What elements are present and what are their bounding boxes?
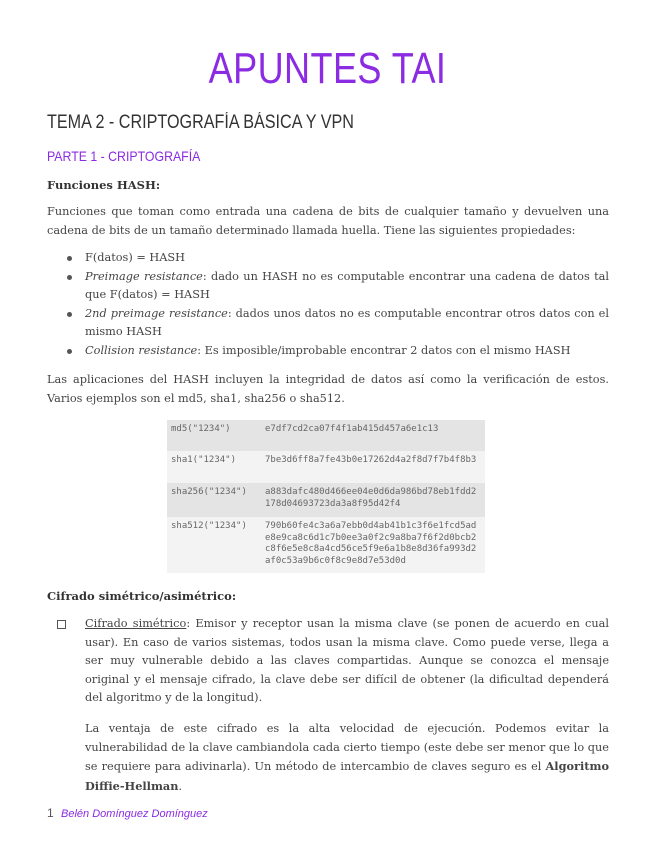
hash-heading: Funciones HASH: <box>47 178 161 192</box>
property-term: Collision resistance <box>85 343 198 357</box>
document-title: APUNTES TAI <box>208 44 447 93</box>
bullet-icon <box>67 256 72 261</box>
hash-value-cell: 7be3d6ff8a7fe43b0e17262d4a2f8d7f7b4f8b3 <box>261 451 485 483</box>
list-item <box>47 249 609 268</box>
footer-author: Belén Domínguez Domínguez <box>61 808 208 820</box>
page-footer <box>47 806 208 820</box>
table-row <box>167 451 485 483</box>
hash-function-cell: sha512("1234") <box>167 517 261 573</box>
hash-value-cell: 790b60fe4c3a6a7ebb0d4ab41b1c3f6e1fcd5ade8e9ca8c6d1c7b0ee3a0f2c9a8ba7f6f2d0bcb2c8f6e5e8c8a4cd56ce5f9e6a1b8e8d36fa993d2af0c53a9b6c0f8c9e8d7e53d0d <box>261 517 485 573</box>
property-term: 2nd preimage resistance <box>85 306 228 320</box>
hash-examples-table <box>167 420 485 573</box>
page-number: 1 <box>47 806 54 820</box>
hash-function-cell: md5("1234") <box>167 420 261 451</box>
property-text: : dado un HASH no es computable encontrar una cadena de datos tal que F(datos) = HASH <box>85 269 609 301</box>
properties-list <box>47 249 609 360</box>
hash-applications-paragraph: Las aplicaciones del HASH incluyen la integridad de datos así como la verificación de estos. Varios ejemplos son el md5, sha1, sha256 o sha512. <box>47 373 609 405</box>
checkbox-icon <box>57 620 66 629</box>
hash-value-cell: e7df7cd2ca07f4f1ab415d457a6e1c13 <box>261 420 485 451</box>
hash-intro-paragraph: Funciones que toman como entrada una cadena de bits de cualquier tamaño y devuelven una cadena de bits de un tamaño determinado llamada huella. Tiene las siguientes propiedades: <box>47 205 609 237</box>
property-term: Preimage resistance <box>85 269 203 283</box>
symmetric-heading: Cifrado simétrico/asimétrico: <box>47 589 237 603</box>
subsection-title: PARTE 1 - CRIPTOGRAFÍA <box>47 148 201 164</box>
symmetric-cipher-term: Cifrado simétrico <box>85 617 187 630</box>
property-text: : Es imposible/improbable encontrar 2 datos con el mismo HASH <box>197 343 571 357</box>
advantage-text: La ventaja de este cifrado es la alta velocidad de ejecución. Podemos evitar la vulnerabilidad de la clave cambiandola cada cierto tiempo (este debe ser menor que lo que se requiere para adivinarla). Un método de intercambio de claves seguro es el <box>85 722 609 773</box>
property-text: : dados unos datos no es computable encontrar otros datos con el mismo HASH <box>85 306 609 338</box>
list-item <box>47 305 609 342</box>
hash-value-cell: a883dafc480d466ee04e0d6da986bd78eb1fdd2178d04693723da3a8f95d42f4 <box>261 483 485 517</box>
list-item <box>47 342 609 361</box>
symmetric-advantage-paragraph <box>85 720 609 796</box>
table-row <box>167 483 485 517</box>
hash-function-cell: sha256("1234") <box>167 483 261 517</box>
property-text: F(datos) = HASH <box>85 251 186 264</box>
list-item <box>47 268 609 305</box>
bullet-icon <box>67 349 72 354</box>
section-title: TEMA 2 - CRIPTOGRAFÍA BÁSICA Y VPN <box>47 112 354 133</box>
symmetric-cipher-text <box>47 615 609 708</box>
table-row <box>167 517 485 573</box>
bullet-icon <box>67 312 72 317</box>
bullet-icon <box>67 275 72 280</box>
symmetric-cipher-item <box>47 615 609 708</box>
table-row <box>167 420 485 451</box>
advantage-end: . <box>178 779 183 793</box>
diffie-hellman-term: Algoritmo Diffie-Hellman <box>85 759 609 793</box>
hash-function-cell: sha1("1234") <box>167 451 261 483</box>
symmetric-cipher-description: : Emisor y receptor usan la misma clave (se ponen de acuerdo en cual usar). En caso de varios sistemas, todos usan la misma clave. Como puede verse, llega a ser muy vulnerable debido a las claves compartidas. Aunque se conozca el mensaje original y el mensaje cifrado, la clave debe ser difícil de obtener (la dificultad dependerá del algoritmo y de la longitud). <box>85 617 610 704</box>
